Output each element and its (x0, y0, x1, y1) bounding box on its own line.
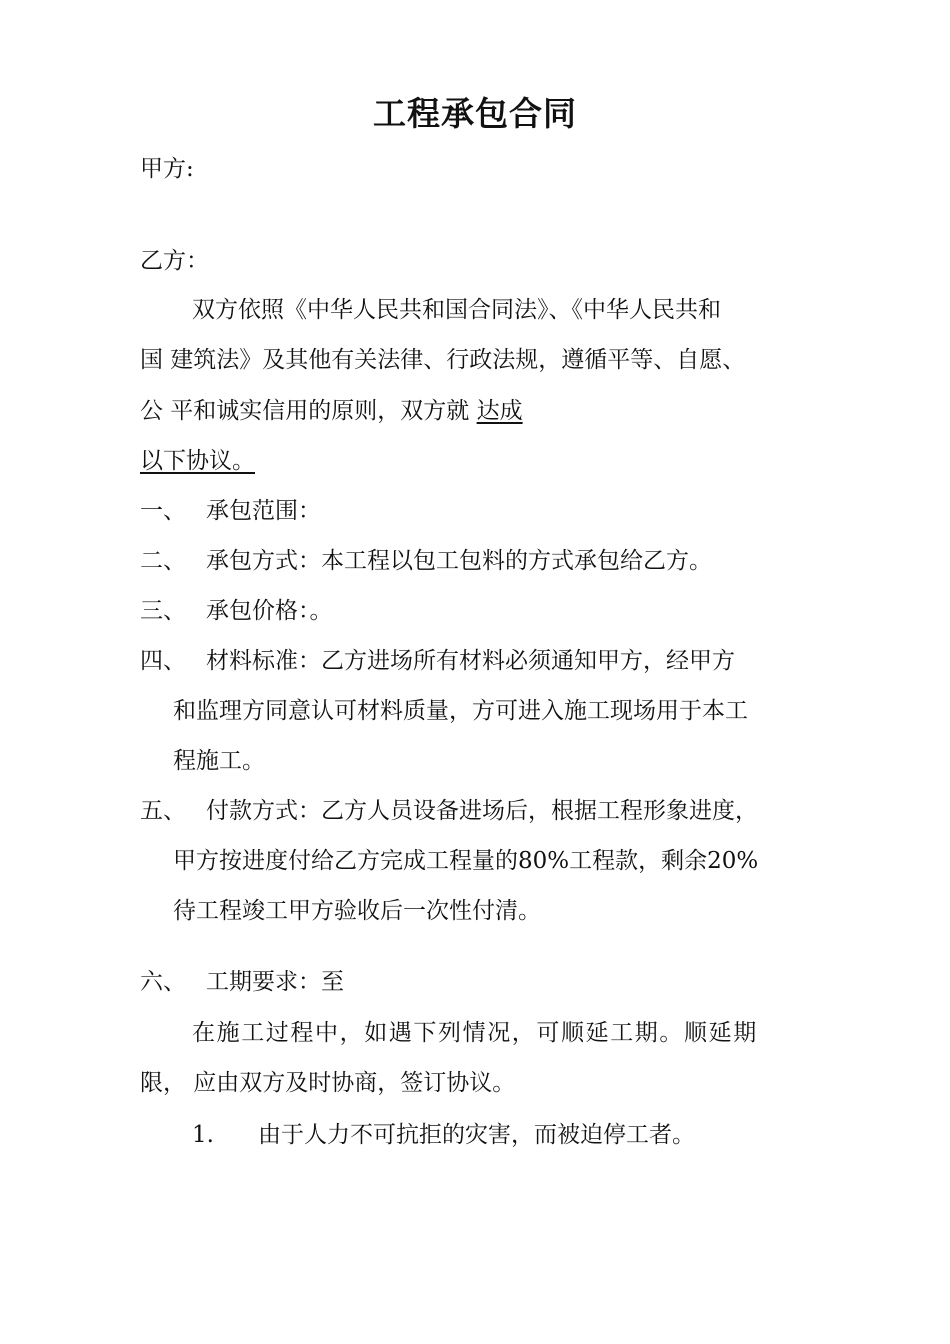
clause-number: 三、 (140, 598, 186, 624)
list-item-text: 由于人力不可抗拒的灾害，而被迫停工者。 (258, 1122, 695, 1148)
preamble-line-3-text: 公 平和诚实信用的原则，双方就 (140, 398, 477, 424)
preamble-underlined-phrase: 达成 (476, 398, 523, 424)
preamble-line-1: 双方依照《中华人民共和国合同法》、《中华人民共和 (192, 297, 721, 323)
clause-text: 材料标准：乙方进场所有材料必须通知甲方，经甲方 (206, 648, 735, 674)
clause-number: 六、 (140, 969, 186, 995)
clause-5-continuation: 甲方按进度付给乙方完成工程量的80%工程款，剩余20% (173, 848, 759, 874)
page-title: 工程承包合同 (373, 94, 577, 133)
clause-number: 一、 (140, 498, 186, 524)
clause-4-continuation: 和监理方同意认可材料质量，方可进入施工现场用于本工 (173, 698, 748, 724)
list-number: 1. (192, 1122, 214, 1148)
clause-number: 二、 (140, 548, 186, 574)
clause-text: 工期要求：至 (206, 969, 344, 995)
party-a-label: 甲方: (140, 156, 194, 182)
preamble-line-2: 国 建筑法》及其他有关法律、行政法规，遵循平等、自愿、 (140, 347, 746, 373)
list-item-1 (192, 1120, 695, 1150)
preamble-line-4: 以下协议。 (140, 448, 255, 474)
party-b-label: 乙方： (140, 248, 209, 274)
preamble-line-3 (140, 396, 523, 426)
delay-line-1: 在施工过程中，如遇下列情况，可顺延工期。顺延期 (192, 1020, 758, 1046)
clause-2 (140, 546, 712, 576)
clause-1 (140, 496, 321, 526)
clause-text: 承包价格：。 (206, 598, 333, 624)
clause-number: 四、 (140, 648, 186, 674)
clause-3 (140, 596, 333, 626)
clause-5 (140, 796, 758, 826)
clause-4-continuation: 程施工。 (173, 748, 265, 774)
delay-line-2: 限， 应由双方及时协商，签订协议。 (140, 1070, 516, 1096)
clause-text: 承包方式：本工程以包工包料的方式承包给乙方。 (206, 548, 712, 574)
clause-text: 承包范围： (206, 498, 321, 524)
clause-5-continuation: 待工程竣工甲方验收后一次性付清。 (173, 898, 541, 924)
clause-text: 付款方式：乙方人员设备进场后，根据工程形象进度， (206, 798, 758, 824)
clause-number: 五、 (140, 798, 186, 824)
clause-6 (140, 967, 344, 997)
clause-4 (140, 646, 735, 676)
